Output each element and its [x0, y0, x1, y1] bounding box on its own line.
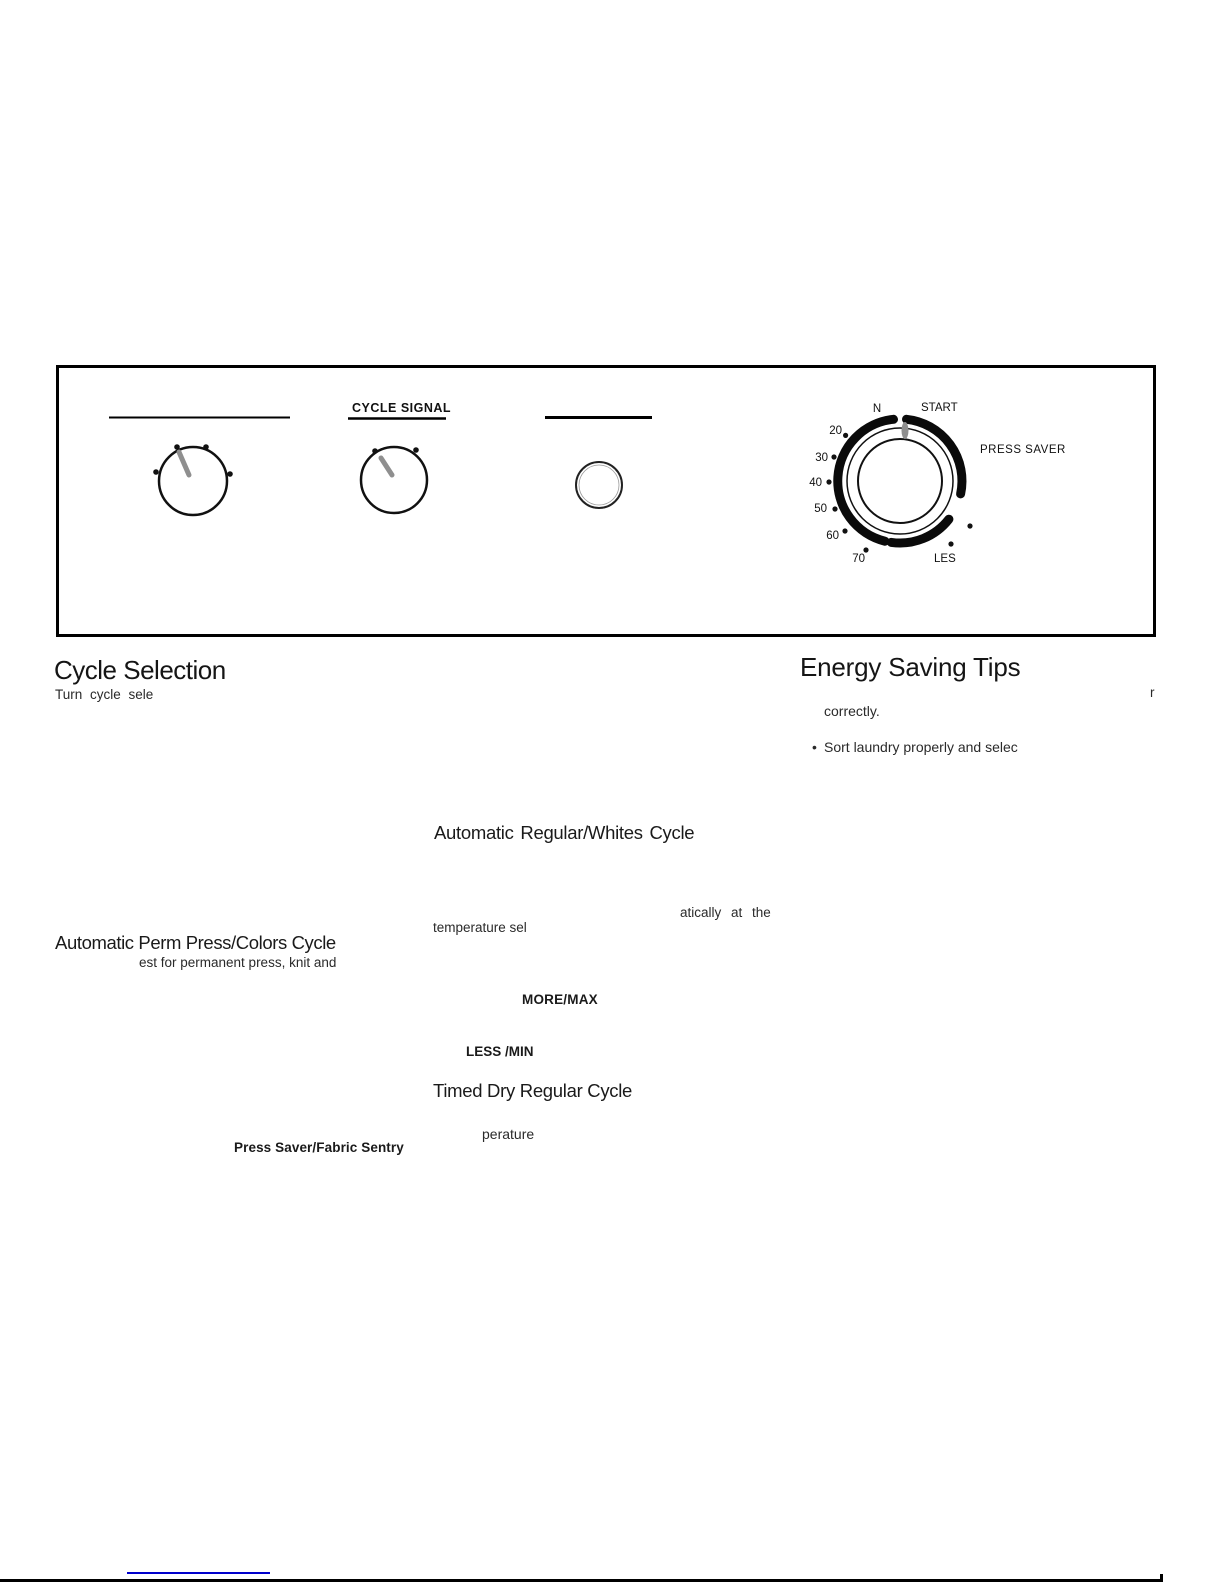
more-max-label: MORE/MAX	[522, 992, 598, 1007]
energy-tips-bullet-text: Sort laundry properly and selec	[824, 739, 1018, 755]
cycle-selection-intro-fragment: Turn cycle sele	[55, 687, 154, 702]
timer-dial-indicator	[902, 422, 909, 439]
control-panel-drawing	[56, 365, 1156, 637]
perm-press-cycle-fragment: est for permanent press, knit and	[139, 955, 337, 970]
dial-label-start: START	[921, 402, 958, 414]
regular-whites-fragment-1: atically at the	[680, 905, 771, 920]
cycle-signal-knob-pointer	[381, 458, 392, 475]
dial-label-n: N	[872, 403, 882, 415]
press-saver-label: Press Saver/Fabric Sentry	[234, 1140, 404, 1155]
push-button-inner-ring	[579, 465, 619, 505]
energy-tips-bullet-item	[812, 739, 1018, 755]
regular-whites-cycle-title: Automatic Regular/Whites Cycle	[434, 822, 695, 843]
footer-link-underline[interactable]	[127, 1572, 270, 1574]
perm-press-cycle-title: Automatic Perm Press/Colors Cycle	[55, 932, 336, 953]
footer-rule-tick	[1160, 1574, 1163, 1580]
timer-dial-cycle-arcs	[838, 419, 962, 543]
tick-30: 30	[815, 452, 828, 464]
temperature-knob-pointer	[179, 452, 189, 475]
tick-20: 20	[829, 425, 842, 437]
timer-dial-knob	[858, 439, 942, 523]
tick-60: 60	[826, 530, 839, 542]
cycle-signal-knob	[361, 447, 427, 513]
dial-label-less: LES	[934, 553, 956, 565]
push-button	[576, 462, 622, 508]
cycle-signal-knob-dial	[361, 447, 427, 513]
tick-40: 40	[809, 477, 822, 489]
dial-label-press-saver: PRESS SAVER	[980, 444, 1066, 456]
regular-whites-fragment-2: temperature sel	[433, 920, 527, 935]
less-min-label: LESS /MIN	[466, 1044, 534, 1059]
cycle-selection-title: Cycle Selection	[54, 655, 226, 685]
footer-rule	[0, 1579, 1163, 1582]
push-button-outer-ring	[576, 462, 622, 508]
cycle-signal-label: CYCLE SIGNAL	[352, 401, 452, 415]
timer-dial	[809, 402, 1066, 565]
energy-tips-fragment-r: r	[1150, 685, 1155, 700]
tick-50: 50	[814, 503, 827, 515]
timed-dry-fragment: perature	[482, 1126, 535, 1142]
energy-saving-tips-title: Energy Saving Tips	[800, 652, 1021, 682]
temperature-knob-dial	[159, 447, 227, 515]
energy-tips-fragment-correctly: correctly.	[824, 703, 880, 719]
tick-70: 70	[852, 553, 865, 565]
temperature-knob	[153, 444, 233, 515]
timed-dry-cycle-title: Timed Dry Regular Cycle	[433, 1080, 633, 1101]
bullet-icon: •	[812, 739, 817, 755]
timer-dial-ring	[847, 428, 953, 534]
